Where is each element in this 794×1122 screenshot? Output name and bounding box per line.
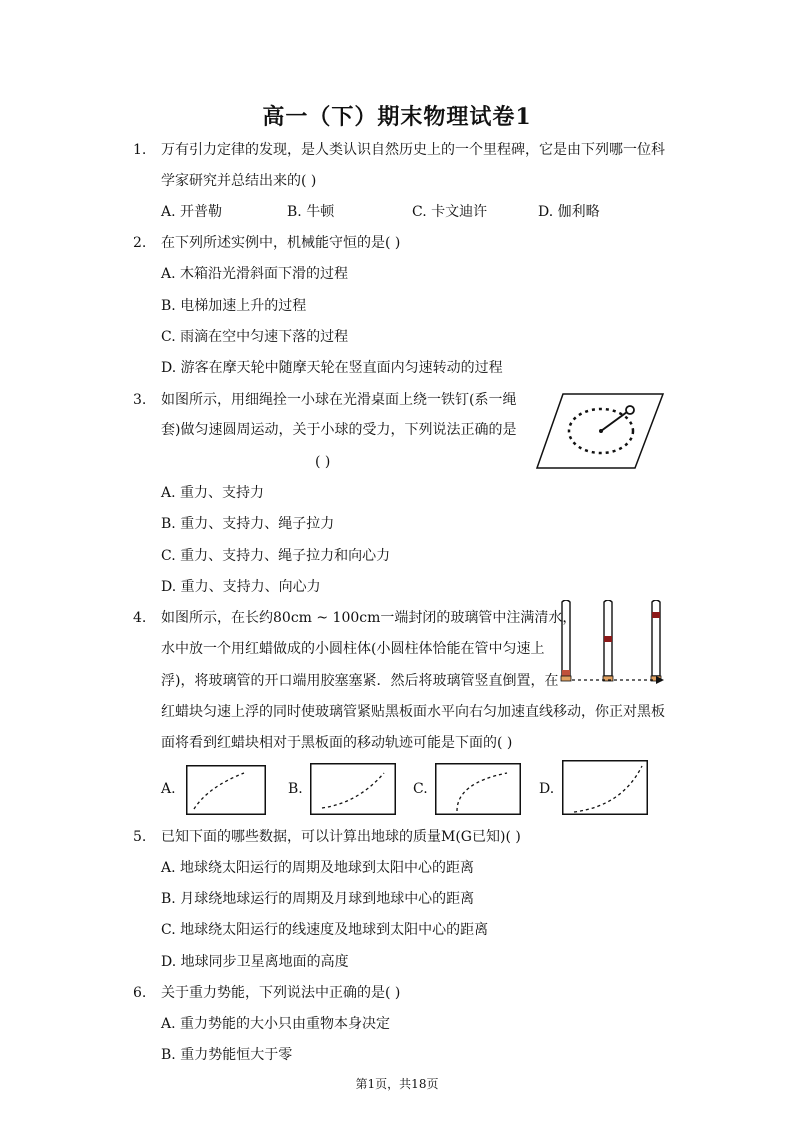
page-title: 高一（下）期末物理试卷1	[262, 104, 532, 130]
option-d: D. 游客在摩天轮中随摩天轮在竖直面内匀速转动的过程	[161, 360, 503, 376]
option-b: B. 牛顿	[287, 204, 335, 220]
question-text-line: 关于重力势能，下列说法中正确的是( )	[161, 985, 401, 1001]
option-c: C. 地球绕太阳运行的线速度及地球到太阳中心的距离	[161, 922, 489, 938]
trajectory-b	[310, 763, 396, 815]
option-a: A. 重力、支持力	[161, 485, 265, 501]
option-d: D. 重力、支持力、向心力	[161, 579, 321, 595]
wax-block	[604, 636, 612, 642]
question-text-line: 水中放一个用红蜡做成的小圆柱体(小圆柱体恰能在管中匀速上	[161, 641, 545, 657]
circular-motion-figure	[535, 388, 665, 472]
option-b: B. 月球绕地球运行的周期及月球到地球中心的距离	[161, 891, 475, 907]
option-c: C. 卡文迪许	[412, 204, 488, 220]
tube-3	[651, 600, 661, 681]
question-text-line: 已知下面的哪些数据，可以计算出地球的质量M(G已知)( )	[161, 829, 521, 845]
option-d: D.	[539, 781, 555, 797]
option-a: A. 重力势能的大小只由重物本身决定	[161, 1016, 391, 1032]
ball-icon	[626, 406, 634, 414]
option-b: B.	[288, 781, 303, 797]
question-text-line: 学家研究并总结出来的( )	[161, 173, 317, 189]
page-footer: 第1页，共18页	[355, 1077, 439, 1091]
question-text-line: 如图所示，用细绳拴一小球在光滑桌面上绕一铁钉(系一绳	[161, 392, 517, 408]
question-text-line: 红蜡块匀速上浮的同时使玻璃管紧贴黑板面水平向右匀加速直线移动，你正对黑板	[161, 704, 665, 720]
answer-paren: ( )	[315, 454, 331, 470]
question-text-line: 万有引力定律的发现，是人类认识自然历史上的一个里程碑，它是由下列哪一位科	[161, 142, 665, 158]
option-a: A.	[161, 781, 176, 797]
option-c: C. 重力、支持力、绳子拉力和向心力	[161, 548, 391, 564]
question-number: 3.	[133, 392, 147, 408]
question-number: 4.	[133, 610, 147, 626]
question-text-line: 浮)，将玻璃管的开口端用胶塞塞紧．然后将玻璃管竖直倒置，在	[161, 673, 559, 689]
question-text-line: 套)做匀速圆周运动，关于小球的受力，下列说法正确的是	[161, 422, 517, 438]
tube-1	[561, 600, 571, 681]
question-text-line: 面将看到红蜡块相对于黑板面的移动轨迹可能是下面的( )	[161, 735, 513, 751]
wax-block	[652, 612, 660, 618]
question-text-line: 在下列所述实例中，机械能守恒的是( )	[161, 235, 401, 251]
nail-icon	[599, 429, 603, 433]
trajectory-c	[435, 763, 521, 815]
question-number: 1.	[133, 142, 147, 158]
trajectory-d	[562, 760, 662, 818]
option-c: C. 雨滴在空中匀速下落的过程	[161, 329, 349, 345]
trajectory-a	[186, 765, 266, 815]
stopper	[561, 676, 571, 681]
string	[601, 412, 627, 431]
tube-2	[603, 600, 613, 681]
question-number: 2.	[133, 235, 147, 251]
option-b: B. 重力、支持力、绳子拉力	[161, 516, 335, 532]
option-a: A. 开普勒	[161, 204, 223, 220]
option-a: A. 地球绕太阳运行的周期及地球到太阳中心的距离	[161, 860, 475, 876]
glass-tube-figure	[556, 600, 668, 686]
question-text-line: 如图所示，在长约80cm ~ 100cm一端封闭的玻璃管中注满清水，	[161, 610, 577, 626]
question-number: 6.	[133, 985, 147, 1001]
option-b: B. 电梯加速上升的过程	[161, 298, 307, 314]
option-d: D. 伽利略	[538, 204, 600, 220]
question-number: 5.	[133, 829, 147, 845]
option-c: C.	[413, 781, 428, 797]
option-b: B. 重力势能恒大于零	[161, 1047, 293, 1063]
option-d: D. 地球同步卫星离地面的高度	[161, 954, 349, 970]
wax-block	[562, 670, 570, 676]
option-a: A. 木箱沿光滑斜面下滑的过程	[161, 266, 349, 282]
